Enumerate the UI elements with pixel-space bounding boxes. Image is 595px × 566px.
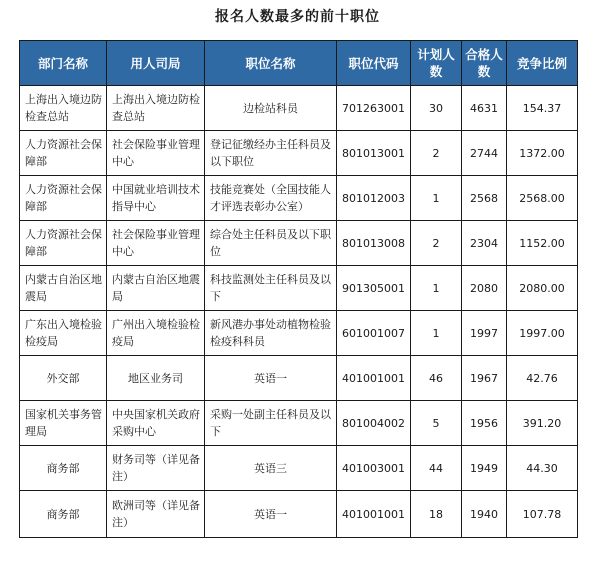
cell-department: 国家机关事务管理局 [20,401,107,446]
cell-bureau: 社会保险事业管理中心 [107,221,205,266]
cell-position-name: 综合处主任科员及以下职位 [205,221,337,266]
cell-position-code: 801013001 [337,131,411,176]
cell-planned-count: 44 [411,446,462,491]
table-row [20,311,578,356]
cell-bureau: 地区业务司 [107,356,205,401]
cell-department: 人力资源社会保障部 [20,131,107,176]
table-row [20,446,578,491]
cell-bureau: 中国就业培训技术指导中心 [107,176,205,221]
cell-planned-count: 2 [411,131,462,176]
cell-competition-ratio: 44.30 [507,446,578,491]
cell-planned-count: 46 [411,356,462,401]
cell-competition-ratio: 1152.00 [507,221,578,266]
table-row [20,401,578,446]
column-header-department: 部门名称 [20,41,107,86]
cell-bureau: 欧洲司等（详见备注） [107,491,205,538]
cell-position-code: 401001001 [337,491,411,538]
cell-planned-count: 5 [411,401,462,446]
cell-competition-ratio: 391.20 [507,401,578,446]
cell-qualified-count: 1949 [462,446,507,491]
cell-competition-ratio: 1997.00 [507,311,578,356]
cell-position-code: 801012003 [337,176,411,221]
cell-qualified-count: 4631 [462,86,507,131]
column-header-competition-ratio: 竞争比例 [507,41,578,86]
cell-planned-count: 2 [411,221,462,266]
column-header-position-code: 职位代码 [337,41,411,86]
cell-qualified-count: 1940 [462,491,507,538]
cell-planned-count: 30 [411,86,462,131]
cell-competition-ratio: 42.76 [507,356,578,401]
cell-department: 商务部 [20,491,107,538]
cell-department: 人力资源社会保障部 [20,221,107,266]
cell-bureau: 社会保险事业管理中心 [107,131,205,176]
cell-qualified-count: 1967 [462,356,507,401]
column-header-bureau: 用人司局 [107,41,205,86]
table-row [20,131,578,176]
cell-competition-ratio: 2080.00 [507,266,578,311]
cell-competition-ratio: 107.78 [507,491,578,538]
cell-department: 内蒙古自治区地震局 [20,266,107,311]
page-title: 报名人数最多的前十职位 [215,9,380,25]
cell-department: 外交部 [20,356,107,401]
cell-qualified-count: 2568 [462,176,507,221]
cell-position-name: 新风港办事处动植物检验检疫科科员 [205,311,337,356]
cell-position-name: 采购一处副主任科员及以下 [205,401,337,446]
table-row [20,221,578,266]
cell-position-code: 901305001 [337,266,411,311]
cell-position-code: 701263001 [337,86,411,131]
cell-position-code: 401001001 [337,356,411,401]
positions-table [19,40,578,538]
column-header-qualified-count: 合格人数 [462,41,507,86]
table-row [20,176,578,221]
cell-position-code: 401003001 [337,446,411,491]
table-header-row [20,41,578,86]
cell-position-name: 英语一 [205,491,337,538]
cell-planned-count: 1 [411,266,462,311]
cell-bureau: 广州出入境检验检疫局 [107,311,205,356]
cell-planned-count: 1 [411,311,462,356]
cell-competition-ratio: 2568.00 [507,176,578,221]
cell-position-name: 技能竞赛处（全国技能人才评选表彰办公室） [205,176,337,221]
table-row [20,86,578,131]
cell-position-code: 801013008 [337,221,411,266]
cell-bureau: 财务司等（详见备注） [107,446,205,491]
table-row [20,491,578,538]
cell-competition-ratio: 154.37 [507,86,578,131]
column-header-position-name: 职位名称 [205,41,337,86]
cell-position-name: 英语三 [205,446,337,491]
cell-bureau: 中央国家机关政府采购中心 [107,401,205,446]
cell-qualified-count: 2744 [462,131,507,176]
cell-planned-count: 18 [411,491,462,538]
cell-planned-count: 1 [411,176,462,221]
cell-qualified-count: 2304 [462,221,507,266]
cell-position-code: 601001007 [337,311,411,356]
table-row [20,266,578,311]
table-row [20,356,578,401]
cell-position-name: 英语一 [205,356,337,401]
cell-department: 商务部 [20,446,107,491]
cell-position-code: 801004002 [337,401,411,446]
cell-position-name: 边检站科员 [205,86,337,131]
cell-position-name: 科技监测处主任科员及以下 [205,266,337,311]
cell-department: 广东出入境检验检疫局 [20,311,107,356]
cell-position-name: 登记征缴经办主任科员及以下职位 [205,131,337,176]
cell-department: 上海出入境边防检查总站 [20,86,107,131]
cell-qualified-count: 1997 [462,311,507,356]
cell-qualified-count: 1956 [462,401,507,446]
cell-bureau: 内蒙古自治区地震局 [107,266,205,311]
cell-competition-ratio: 1372.00 [507,131,578,176]
cell-bureau: 上海出入境边防检查总站 [107,86,205,131]
column-header-planned-count: 计划人数 [411,41,462,86]
cell-department: 人力资源社会保障部 [20,176,107,221]
cell-qualified-count: 2080 [462,266,507,311]
